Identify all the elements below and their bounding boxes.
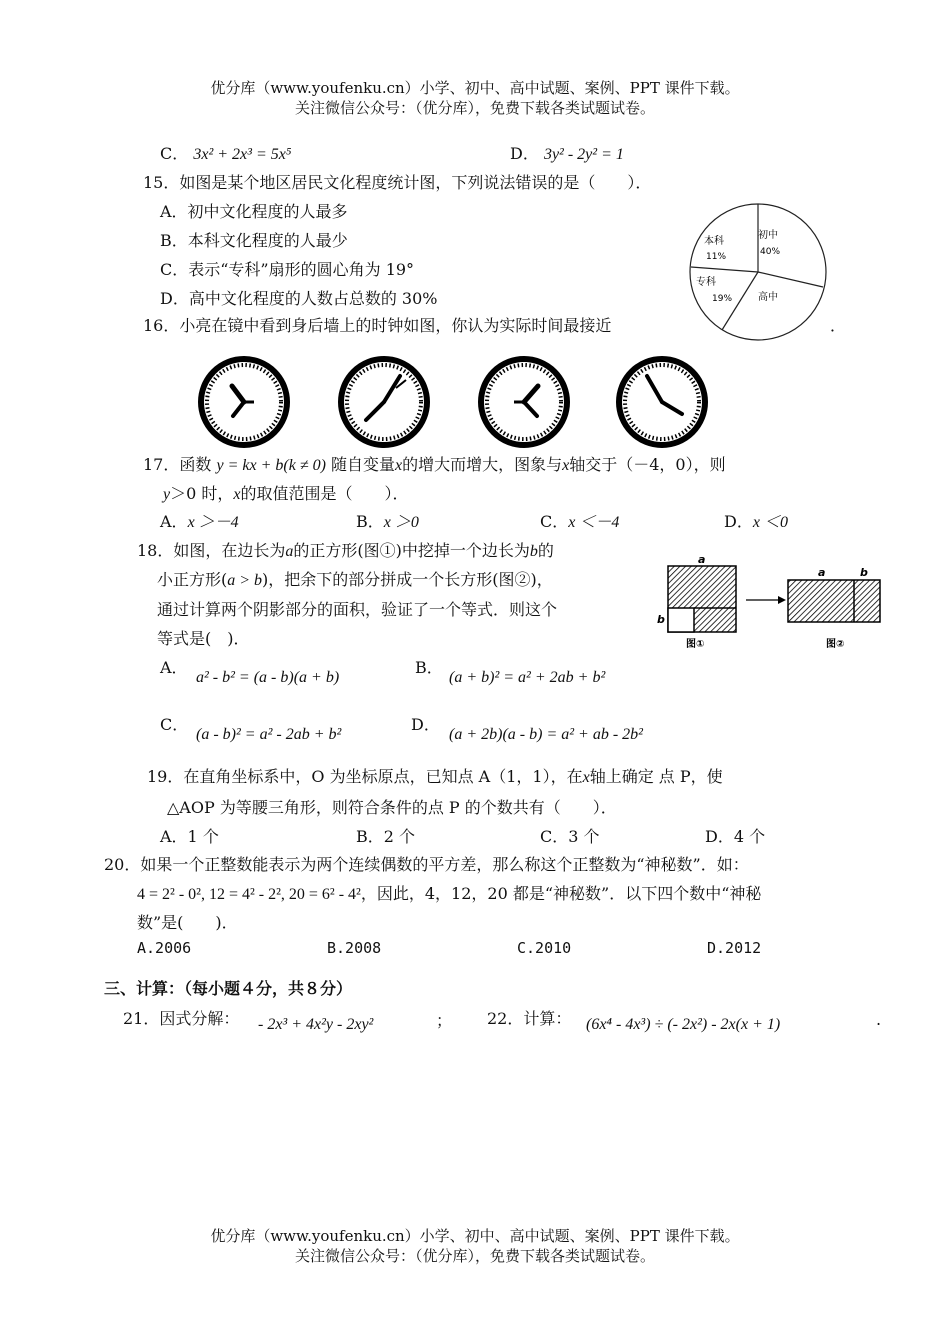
pie-chart-figure (686, 200, 832, 346)
q18-option-c-label: C． (160, 715, 189, 734)
q14-d-expression: 3y² - 2y² = 1 (543, 146, 624, 163)
q17-c-value: x ＜－4 (568, 514, 620, 531)
q15-option-c: C．表示“专科”扇形的圆心角为 19° (160, 260, 415, 279)
q15-option-b: B．本科文化程度的人最少 (160, 231, 348, 250)
option-label: B． (356, 512, 384, 531)
q17-b-value: x ＞0 (383, 514, 419, 531)
pie-divider-right (758, 272, 823, 287)
q17-text-c: 的增大而增大，图象与 (402, 455, 563, 474)
pie-label-zhuanke: 专科 (696, 277, 716, 288)
q21-label: 21．因式分解： (123, 1009, 240, 1028)
q18-option-c-expression: (a - b)² = a² - 2ab + b² (196, 726, 342, 743)
q17-option-b (356, 509, 419, 532)
q17-option-c (540, 509, 619, 532)
q19-stem-line2: △AOP 为等腰三角形，则符合条件的点 P 的个数共有（ ）． (167, 798, 617, 817)
q20-option-c: C.2010 (517, 939, 572, 957)
clock-icon-d (614, 354, 710, 450)
q18-var-b: b (529, 543, 538, 560)
q18-option-b-expression: (a + b)² = a² + 2ab + b² (449, 669, 606, 686)
q16-end: ． (830, 316, 847, 335)
q17-text-d: 轴交于（－4，0），则 (569, 455, 726, 474)
q14-option-c (160, 141, 291, 164)
q20-stem-line3: 数”是( )． (137, 913, 238, 932)
q15-stem: 15．如图是某个地区居民文化程度统计图，下列说法错误的是（ ）． (143, 173, 652, 192)
q17-stem-line2 (163, 481, 409, 504)
figure2-label-a: a (818, 566, 826, 579)
footer-line-1: 优分库（www.youfenku.cn）小学、初中、高中试题、案例、PPT 课件下载。 (210, 1227, 740, 1245)
q20-stem-line2 (137, 881, 761, 904)
q17-var-x2: x (562, 457, 570, 474)
q14-c-expression: 3x² + 2x³ = 5x⁵ (193, 146, 292, 163)
q18-stem-line3: 通过计算两个阴影部分的面积，验证了一个等式．则这个 (157, 600, 558, 619)
q21-end: ； (436, 1011, 453, 1030)
q22-end: . (876, 1010, 882, 1029)
q20-option-b: B.2008 (327, 939, 382, 957)
pie-label-benke: 本科 (704, 236, 724, 247)
q17-var-x: x (395, 457, 403, 474)
option-label: C． (540, 512, 569, 531)
q18-text-e: )，把余下的部分拼成一个长方形(图②)， (262, 570, 553, 589)
q18-text-c: 的 (537, 541, 554, 560)
q18-option-a-label: A． (160, 658, 188, 677)
header-line-2: 关注微信公众号：（优分库），免费下载各类试题试卷。 (294, 99, 655, 117)
q18-stem-line2 (157, 567, 553, 590)
q22-expression: (6x⁴ - 4x³) ÷ (- 2x²) - 2x(x + 1) (586, 1016, 781, 1033)
q15-option-d: D．高中文化程度的人数占总数的 30% (160, 289, 438, 308)
option-label: D． (510, 144, 539, 163)
q17-option-d (724, 509, 788, 532)
q19-text-b: 轴上确定 点 P，使 (589, 767, 723, 786)
q18-text-d: 小正方形( (157, 570, 228, 589)
q18-stem-line1 (137, 538, 554, 561)
q22-label: 22．计算： (487, 1009, 572, 1028)
q19-var-x: x (582, 769, 590, 786)
q17-text-f: 的取值范围是（ ）． (240, 484, 409, 503)
q21-expression: - 2x³ + 4x²y - 2xy² (258, 1016, 374, 1033)
q18-option-d-expression: (a + 2b)(a - b) = a² + ab - 2b² (449, 726, 643, 743)
q18-option-b-label: B． (415, 658, 443, 677)
q20-option-d: D.2012 (707, 939, 762, 957)
q17-var-x3: x (233, 486, 241, 503)
q15-option-a: A．初中文化程度的人最多 (160, 202, 348, 221)
q19-option-b: B．2 个 (356, 827, 416, 846)
q17-text-e: ＞0 时， (170, 484, 234, 503)
figure1-label-b: b (657, 613, 665, 626)
q20-text-b: ，因此，4，12，20 都是“神秘数”．以下四个数中“神秘 (360, 884, 762, 903)
header-line-1: 优分库（www.youfenku.cn）小学、初中、高中试题、案例、PPT 课件下载。 (210, 79, 740, 97)
q16-stem: 16．小亮在镜中看到身后墙上的时钟如图，你认为实际时间最接近 (143, 316, 612, 335)
q17-d-value: x ＜0 (752, 514, 788, 531)
pie-label-gaozhong: 高中 (758, 292, 778, 303)
q18-text-b: 的正方形(图①)中挖掉一个边长为 (293, 541, 530, 560)
q18-inequality: a > b (227, 572, 263, 589)
q18-stem-line4: 等式是( )． (157, 629, 250, 648)
q19-option-c: C．3 个 (540, 827, 600, 846)
pie-pct-benke: 11% (706, 252, 727, 262)
pie-pct-chuzhong: 40% (760, 247, 781, 257)
q20-examples: 4 = 2² - 0², 12 = 4² - 2², 20 = 6² - 4² (137, 886, 361, 903)
q14-option-d (510, 141, 624, 164)
square-rearrangement-figure (654, 552, 890, 652)
q18-option-d-label: D． (411, 715, 440, 734)
option-label: D． (724, 512, 753, 531)
q18-option-a-expression: a² - b² = (a - b)(a + b) (196, 669, 340, 686)
q17-text-b: 随自变量 (331, 455, 396, 474)
q20-option-a: A.2006 (137, 939, 192, 957)
q17-var-y: y (163, 486, 171, 503)
q19-option-a: A．1 个 (160, 827, 219, 846)
q19-stem-line1 (147, 764, 723, 787)
q17-function: y = kx + b(k ≠ 0) (216, 457, 326, 474)
figure2-caption: 图② (826, 639, 845, 650)
figure2-label-b: b (860, 566, 868, 579)
figure1-caption: 图① (686, 639, 705, 650)
figure1-label-a: a (698, 553, 706, 566)
q17-text-a: 17．函数 (143, 455, 212, 474)
figure1-cutout (668, 608, 694, 632)
section-3-title: 三、计算：（每小题４分，共８分） (104, 979, 353, 998)
figure2-rectangle (788, 580, 880, 622)
option-label: A． (160, 512, 188, 531)
q17-stem-line1 (143, 452, 726, 475)
clock-icon-a (196, 354, 292, 450)
q19-option-d: D．4 个 (705, 827, 766, 846)
pie-pct-zhuanke: 19% (712, 294, 733, 304)
q19-text-a: 19．在直角坐标系中，O 为坐标原点，已知点 A（1，1），在 (147, 767, 583, 786)
footer-line-2: 关注微信公众号：（优分库），免费下载各类试题试卷。 (294, 1247, 655, 1265)
q18-text-a: 18．如图，在边长为 (137, 541, 286, 560)
pie-divider-left (691, 267, 758, 272)
q17-option-a (160, 509, 239, 532)
clock-icon-c (476, 354, 572, 450)
pie-label-chuzhong: 初中 (758, 230, 778, 241)
q20-stem-line1: 20．如果一个正整数能表示为两个连续偶数的平方差，那么称这个正整数为“神秘数”．如： (104, 855, 749, 874)
q18-var-a: a (285, 543, 294, 560)
option-label: C． (160, 144, 189, 163)
arrow-head-icon (778, 596, 786, 604)
q17-a-value: x ＞－4 (187, 514, 239, 531)
clock-icon-b (336, 354, 432, 450)
